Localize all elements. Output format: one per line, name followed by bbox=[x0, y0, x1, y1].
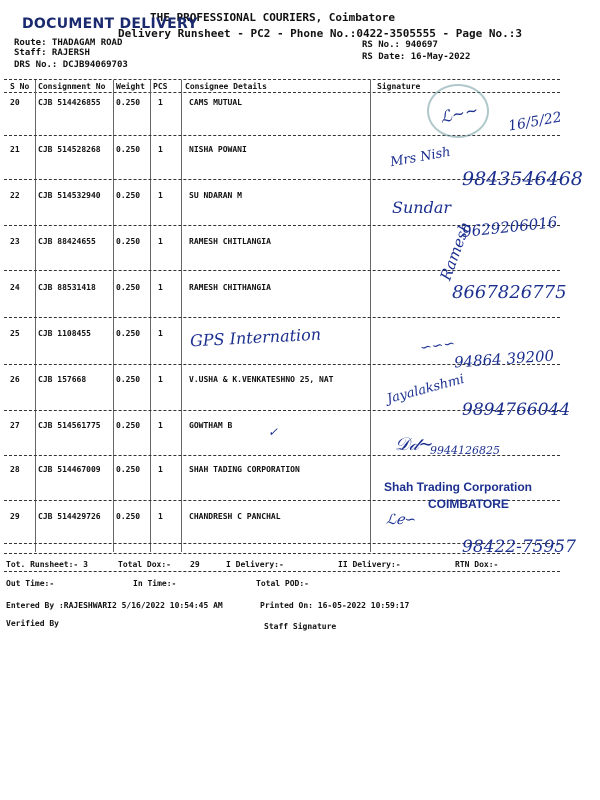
col-divider bbox=[181, 80, 182, 552]
consignment-cell: CJB 514429726 bbox=[38, 512, 101, 521]
row-rule bbox=[4, 135, 560, 136]
staff-label: Staff: RAJERSH bbox=[14, 48, 90, 58]
i-delivery: I Delivery:- bbox=[226, 560, 284, 569]
consignment-cell: CJB 514528268 bbox=[38, 145, 101, 154]
pcs-cell: 1 bbox=[158, 512, 163, 521]
pcs-cell: 1 bbox=[158, 329, 163, 338]
pcs-cell: 1 bbox=[158, 375, 163, 384]
weight-cell: 0.250 bbox=[116, 512, 141, 521]
phone-22: 9629206016 bbox=[461, 213, 559, 241]
weight-cell: 0.250 bbox=[116, 237, 141, 246]
handwritten-date: 16/5/22 bbox=[507, 109, 563, 135]
weight-cell: 0.250 bbox=[116, 421, 141, 430]
sno-cell: 22 bbox=[10, 191, 20, 200]
sno-cell: 28 bbox=[10, 465, 20, 474]
out-time: Out Time:- bbox=[6, 579, 55, 588]
consignment-cell: CJB 514561775 bbox=[38, 421, 101, 430]
weight-cell: 0.250 bbox=[116, 191, 141, 200]
sno-cell: 23 bbox=[10, 237, 20, 246]
col-divider bbox=[113, 80, 114, 552]
consignment-cell: CJB 88424655 bbox=[38, 237, 96, 246]
consignee-cell: CAMS MUTUAL bbox=[189, 98, 242, 107]
footer-rule bbox=[4, 571, 560, 572]
in-time: In Time:- bbox=[133, 579, 177, 588]
col-header-consignment: Consignment No bbox=[38, 82, 106, 91]
sno-cell: 21 bbox=[10, 145, 20, 154]
tot-runsheet: Tot. Runsheet:- 3 bbox=[6, 560, 88, 569]
weight-cell: 0.250 bbox=[116, 98, 141, 107]
col-header-sno: S No bbox=[10, 82, 30, 91]
signature-20: ℒ∼∼ bbox=[438, 100, 480, 127]
col-header-signature: Signature bbox=[377, 82, 421, 91]
handwritten-consignee-25: GPS Internation bbox=[189, 324, 322, 351]
total-pod: Total POD:- bbox=[256, 579, 309, 588]
phone-21: 9843546468 bbox=[462, 168, 583, 190]
col-divider bbox=[150, 80, 151, 552]
signature-26: Jayalakshmi bbox=[385, 371, 466, 408]
col-header-consignee: Consignee Details bbox=[185, 82, 267, 91]
pcs-cell: 1 bbox=[158, 191, 163, 200]
phone-26: 9894766044 bbox=[462, 400, 571, 420]
rs-number: RS No.: 940697 bbox=[362, 40, 438, 50]
total-dox-label: Total Dox:- bbox=[118, 560, 171, 569]
pcs-cell: 1 bbox=[158, 98, 163, 107]
weight-cell: 0.250 bbox=[116, 465, 141, 474]
consignee-cell: V.USHA & K.VENKATESHNO 25, NAT bbox=[189, 375, 334, 384]
phone-29: 98422-75957 bbox=[462, 537, 576, 557]
company-stamp-line2: COIMBATORE bbox=[428, 497, 509, 511]
phone-25: 94864 39200 bbox=[453, 346, 555, 372]
sno-cell: 25 bbox=[10, 329, 20, 338]
weight-cell: 0.250 bbox=[116, 145, 141, 154]
total-dox-value: 29 bbox=[190, 560, 200, 569]
rtn-dox: RTN Dox:- bbox=[455, 560, 499, 569]
consignee-cell: SU NDARAN M bbox=[189, 191, 242, 200]
signature-27: 𝒟𝒹∼ bbox=[395, 434, 434, 455]
consignment-cell: CJB 157668 bbox=[38, 375, 87, 384]
pcs-cell: 1 bbox=[158, 283, 163, 292]
consignee-cell: RAMESH CHITLANGIA bbox=[189, 237, 271, 246]
consignment-cell: CJB 88531418 bbox=[38, 283, 96, 292]
table-bottom-rule bbox=[4, 553, 560, 554]
table-top-rule bbox=[4, 79, 560, 80]
sno-cell: 29 bbox=[10, 512, 20, 521]
col-divider bbox=[370, 80, 371, 552]
tick-mark-27: ✓ bbox=[268, 425, 279, 439]
consignment-cell: CJB 514532940 bbox=[38, 191, 101, 200]
signature-22: Sundar bbox=[392, 198, 451, 217]
consignment-cell: CJB 1108455 bbox=[38, 329, 91, 338]
consignee-cell: GOWTHAM B bbox=[189, 421, 233, 430]
col-divider bbox=[35, 80, 36, 552]
route-label: Route: THADAGAM ROAD bbox=[14, 38, 123, 48]
signature-25: ∽∽∽ bbox=[419, 335, 457, 357]
row-rule bbox=[4, 317, 560, 318]
sno-cell: 27 bbox=[10, 421, 20, 430]
printed-on: Printed On: 16-05-2022 10:59:17 bbox=[260, 601, 410, 610]
sno-cell: 24 bbox=[10, 283, 20, 292]
col-header-weight: Weight bbox=[116, 82, 145, 91]
document-delivery-stamp: DOCUMENT DELIVERY bbox=[22, 16, 198, 32]
drs-number: DRS No.: DCJB94069703 bbox=[14, 60, 128, 70]
signature-21: Mrs Nish bbox=[389, 144, 452, 171]
phone-24: 8667826775 bbox=[452, 282, 567, 303]
consignment-cell: CJB 514467009 bbox=[38, 465, 101, 474]
consignee-cell: SHAH TADING CORPORATION bbox=[189, 465, 300, 474]
weight-cell: 0.250 bbox=[116, 329, 141, 338]
staff-signature: Staff Signature bbox=[264, 622, 337, 631]
phone-27: 9944126825 bbox=[430, 444, 500, 457]
consignee-cell: NISHA POWANI bbox=[189, 145, 247, 154]
pcs-cell: 1 bbox=[158, 145, 163, 154]
consignment-cell: CJB 514426855 bbox=[38, 98, 101, 107]
signature-23: Ramesh bbox=[436, 219, 475, 283]
sno-cell: 26 bbox=[10, 375, 20, 384]
company-stamp-line1: Shah Trading Corporation bbox=[384, 480, 533, 494]
consignee-cell: RAMESH CHITHANGIA bbox=[189, 283, 271, 292]
ii-delivery: II Delivery:- bbox=[338, 560, 401, 569]
sno-cell: 20 bbox=[10, 98, 20, 107]
pcs-cell: 1 bbox=[158, 237, 163, 246]
pcs-cell: 1 bbox=[158, 421, 163, 430]
signature-28: ℒℯ∽ bbox=[386, 512, 417, 528]
col-header-pcs: PCS bbox=[153, 82, 168, 91]
verified-by: Verified By bbox=[6, 619, 59, 628]
row-rule bbox=[4, 270, 560, 271]
company-title: THE PROFESSIONAL COURIERS, Coimbatore bbox=[150, 11, 396, 24]
entered-by: Entered By :RAJESHWARI2 5/16/2022 10:54:45 AM bbox=[6, 601, 223, 610]
pcs-cell: 1 bbox=[158, 465, 163, 474]
weight-cell: 0.250 bbox=[116, 375, 141, 384]
rs-date: RS Date: 16-May-2022 bbox=[362, 52, 471, 62]
consignee-cell: CHANDRESH C PANCHAL bbox=[189, 512, 281, 521]
weight-cell: 0.250 bbox=[116, 283, 141, 292]
runsheet-line: Delivery Runsheet - PC2 - Phone No.:0422-3505555 - Page No.:3 bbox=[118, 27, 522, 40]
